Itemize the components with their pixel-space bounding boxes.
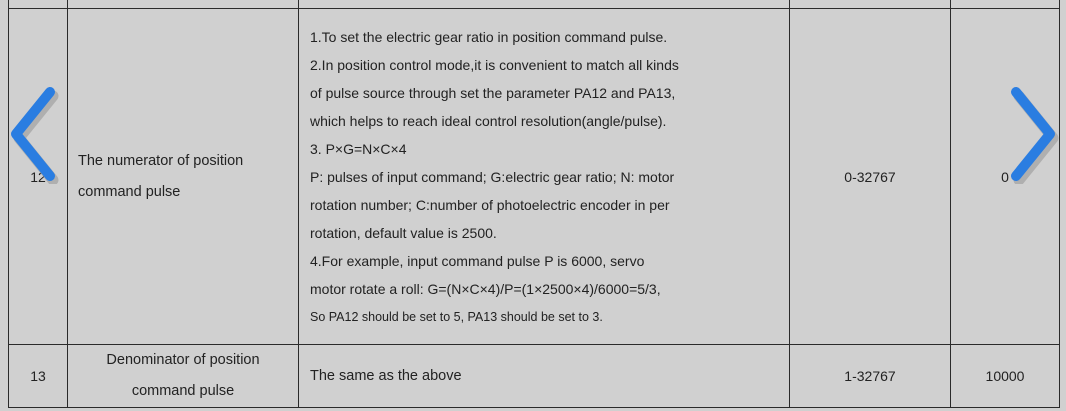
description-line: of pulse source through set the parameter PA12 and PA13,: [310, 84, 676, 101]
param-name-cell: [68, 9, 299, 345]
description-line: which helps to reach ideal control resolution(angle/pulse).: [310, 112, 667, 129]
table-row: [9, 345, 1060, 408]
param-default-cell: [951, 345, 1060, 408]
description-line: The same as the above: [310, 368, 462, 384]
chevron-left-icon: [4, 84, 64, 184]
description-line: 2.In position control mode,it is convenient to match all kinds: [310, 56, 679, 73]
description-line: rotation number; C:number of photoelectric encoder in per: [310, 196, 670, 213]
description-line: So PA12 should be set to 5, PA13 should be set to 3.: [310, 309, 603, 324]
param-default: 0: [1001, 168, 1009, 185]
param-name-line: The numerator of position: [78, 152, 244, 169]
param-range-cell: [790, 9, 951, 345]
previous-button[interactable]: [4, 84, 64, 184]
param-name-line: command pulse: [131, 383, 235, 399]
description-line: rotation, default value is 2500.: [310, 224, 497, 241]
param-number-cell: [9, 345, 68, 408]
param-range: 0-32767: [844, 168, 896, 185]
param-description-cell: [299, 345, 790, 408]
next-button[interactable]: [1002, 84, 1062, 184]
param-description-cell: [299, 9, 790, 345]
description-line: 1.To set the electric gear ratio in position command pulse.: [310, 28, 668, 45]
description-line: P: pulses of input command; G:electric gear ratio; N: motor: [310, 168, 675, 185]
param-default: 10000: [985, 368, 1025, 384]
param-name-line: Denominator of position: [106, 352, 260, 368]
param-name-cell: [68, 345, 299, 408]
parameter-table: [8, 0, 1060, 408]
previous-row-fragment: [9, 0, 1060, 9]
chevron-right-icon: [1002, 84, 1062, 184]
param-range: 1-32767: [844, 368, 896, 384]
param-name-line: command pulse: [78, 183, 181, 200]
description-line: motor rotate a roll: G=(N×C×4)/P=(1×2500×4)/6000=5/3,: [310, 280, 661, 297]
description-line: 4.For example, input command pulse P is 6000, servo: [310, 252, 645, 269]
param-number: 13: [30, 368, 46, 384]
param-range-cell: [790, 345, 951, 408]
param-number: 12: [30, 168, 46, 185]
description-line: 3. P×G=N×C×4: [310, 140, 407, 157]
table-row: [9, 9, 1060, 345]
